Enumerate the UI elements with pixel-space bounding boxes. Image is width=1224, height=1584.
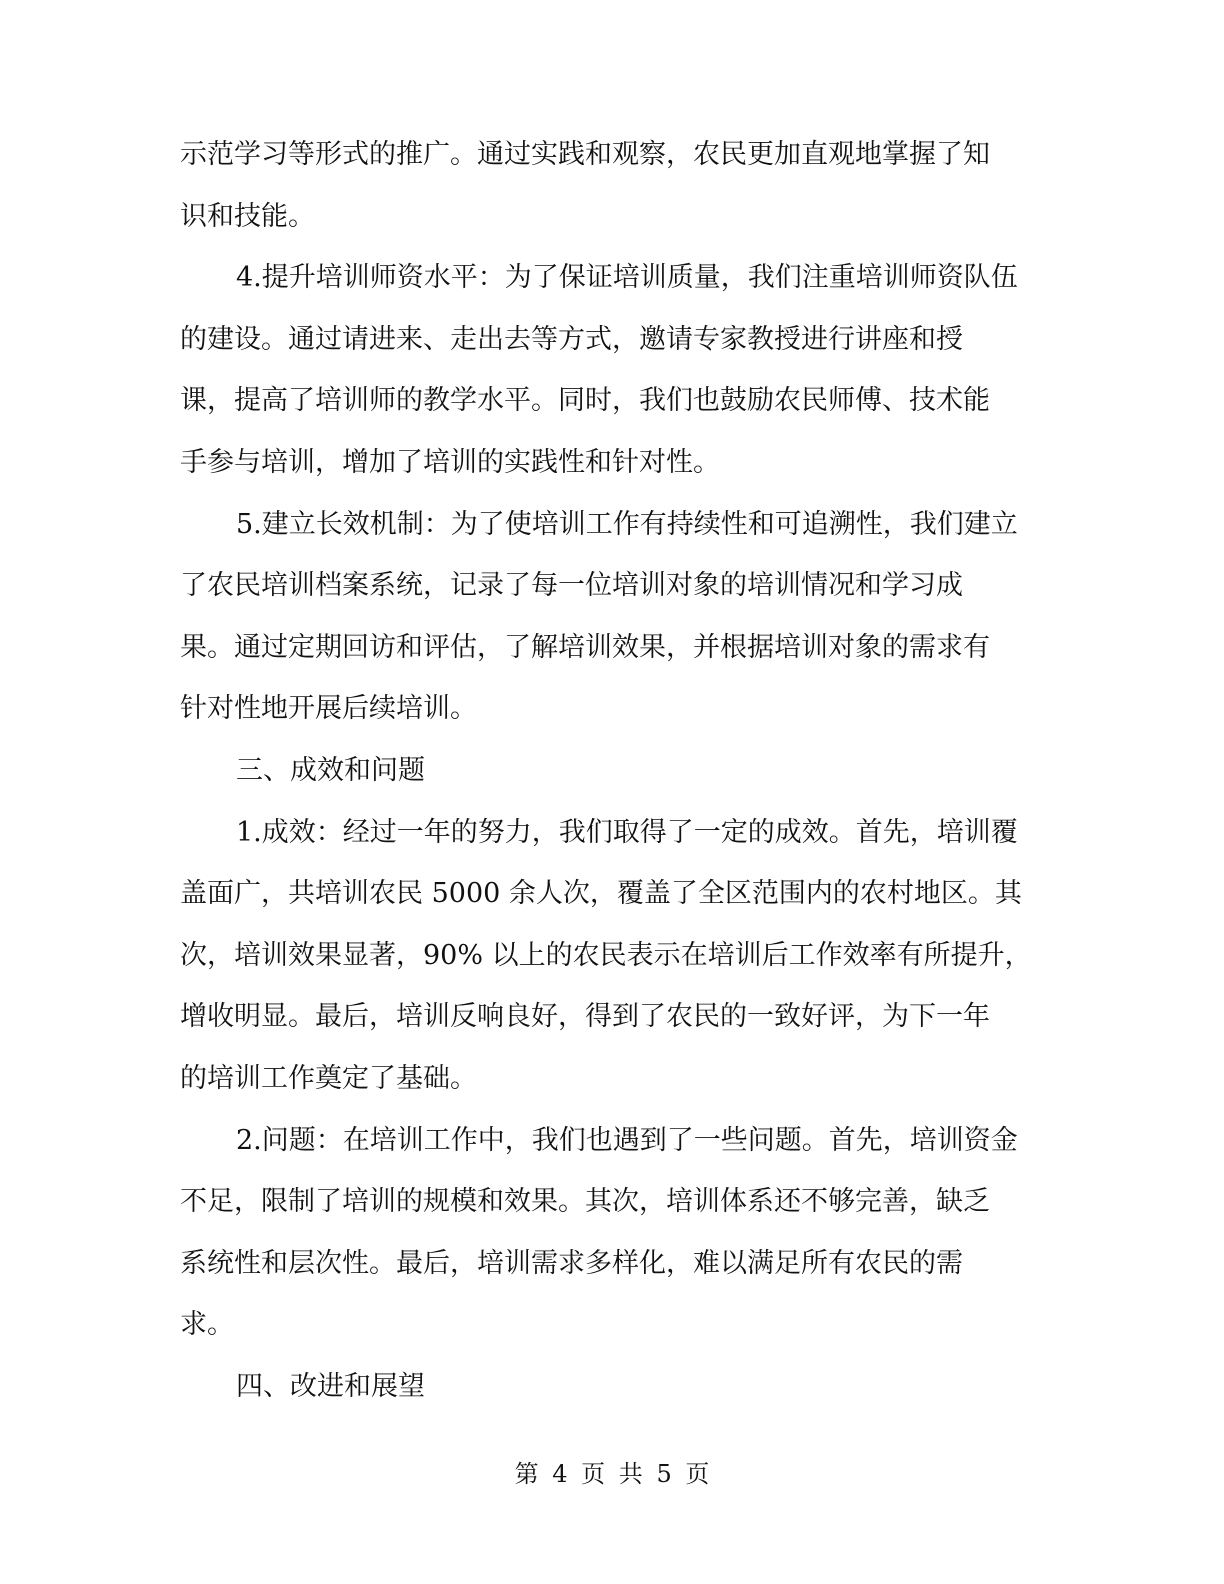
section-heading: 四、改进和展望 (236, 1370, 425, 1402)
text-line: 1.成效：经过一年的努力，我们取得了一定的成效。首先，培训覆 (236, 816, 1018, 848)
page-number-label: 第 4 页 共 5 页 (514, 1460, 710, 1488)
text-line: 的建设。通过请进来、走出去等方式，邀请专家教授进行讲座和授 (180, 323, 963, 355)
text-line: 2.问题：在培训工作中，我们也遇到了一些问题。首先，培训资金 (236, 1124, 1018, 1156)
text-line: 课，提高了培训师的教学水平。同时，我们也鼓励农民师傅、技术能 (180, 385, 990, 417)
text-line: 针对性地开展后续培训。 (180, 693, 477, 725)
text-line: 识和技能。 (180, 200, 315, 232)
text-line: 手参与培训，增加了培训的实践性和针对性。 (180, 446, 720, 478)
text-line: 示范学习等形式的推广。通过实践和观察，农民更加直观地掌握了知 (180, 139, 990, 170)
text-line: 了农民培训档案系统，记录了每一位培训对象的培训情况和学习成 (180, 570, 963, 602)
section-heading: 三、成效和问题 (236, 754, 425, 786)
text-line: 增收明显。最后，培训反响良好，得到了农民的一致好评，为下一年 (180, 1001, 990, 1033)
text-line: 的培训工作奠定了基础。 (180, 1062, 477, 1094)
text-line: 系统性和层次性。最后，培训需求多样化，难以满足所有农民的需 (180, 1247, 963, 1279)
text-line: 不足，限制了培训的规模和效果。其次，培训体系还不够完善，缺乏 (180, 1186, 990, 1218)
text-line: 果。通过定期回访和评估，了解培训效果，并根据培训对象的需求有 (180, 631, 990, 663)
text-line: 次，培训效果显著，90% 以上的农民表示在培训后工作效率有所提升， (180, 939, 1032, 971)
body-text (180, 124, 1044, 1417)
text-line: 4.提升培训师资水平：为了保证培训质量，我们注重培训师资队伍 (236, 262, 1018, 294)
text-line: 5.建立长效机制：为了使培训工作有持续性和可追溯性，我们建立 (236, 508, 1018, 540)
page-footer (0, 1459, 1224, 1489)
text-line: 盖面广，共培训农民 5000 余人次，覆盖了全区范围内的农村地区。其 (180, 878, 1022, 910)
text-line: 求。 (180, 1309, 234, 1341)
